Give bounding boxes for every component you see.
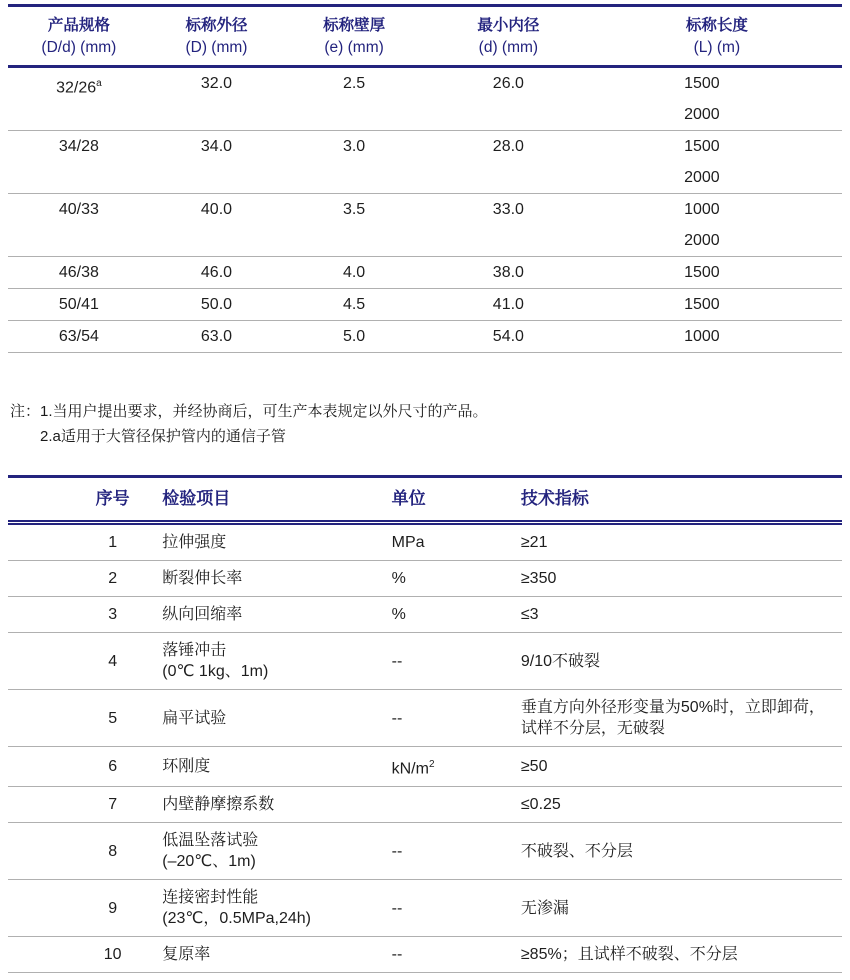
technical-spec-cell: 不破裂、不分层 [521, 823, 842, 880]
header-product-spec-line1: 产品规格 [47, 17, 110, 34]
inspection-row-6 [8, 747, 842, 787]
outer-diameter-cell: 46.0 [150, 257, 283, 289]
spec-cell: 50/41 [8, 289, 150, 321]
wall-thickness-cell: 5.0 [283, 321, 425, 353]
technical-spec-cell: ≤3 [521, 597, 842, 633]
dimension-header-row [8, 6, 842, 67]
item-name: 低温坠落试验 [162, 832, 259, 850]
serial-cell: 10 [8, 937, 162, 973]
inner-diameter-cell: 33.0 [425, 194, 592, 257]
header-inner-diameter-line2: (d) (mm) [478, 39, 539, 56]
spec-row-50-41 [8, 289, 842, 321]
technical-spec-cell: ≥21 [521, 523, 842, 561]
wall-thickness-cell: 4.5 [283, 289, 425, 321]
spec-row-46-38 [8, 257, 842, 289]
unit-superscript: 2 [428, 759, 435, 770]
outer-diameter-cell: 63.0 [150, 321, 283, 353]
length-option-1: 1500 [684, 296, 720, 313]
item-name: 连接密封性能 [162, 889, 259, 907]
inner-diameter-cell: 26.0 [425, 67, 592, 131]
unit-cell: -- [392, 937, 521, 973]
serial-cell: 7 [8, 787, 162, 823]
pipe-dimension-table [8, 4, 842, 353]
serial-cell: 9 [8, 880, 162, 937]
header-nominal-length-line1: 标称长度 [685, 17, 748, 34]
serial-cell: 6 [8, 747, 162, 787]
wall-thickness-cell: 3.5 [283, 194, 425, 257]
unit-cell: -- [392, 690, 521, 747]
length-option-1: 1000 [684, 328, 720, 345]
table-notes [10, 399, 842, 449]
unit-cell: -- [392, 633, 521, 690]
outer-diameter-cell: 32.0 [150, 67, 283, 131]
wall-thickness-cell: 2.5 [283, 67, 425, 131]
item-cell [162, 633, 391, 690]
serial-cell: 2 [8, 561, 162, 597]
serial-cell: 8 [8, 823, 162, 880]
serial-cell: 3 [8, 597, 162, 633]
length-cell [592, 257, 842, 289]
item-condition: (23℃，0.5MPa,24h) [162, 910, 311, 928]
header-technical-spec: 技术指标 [521, 477, 842, 523]
item-cell: 复原率 [162, 937, 391, 973]
note-item-2: 2.a适用于大管径保护管内的通信子管 [40, 428, 286, 445]
header-outer-diameter-line1: 标称外径 [185, 17, 248, 34]
inner-diameter-cell: 28.0 [425, 131, 592, 194]
unit-cell: -- [392, 823, 521, 880]
inner-diameter-cell: 41.0 [425, 289, 592, 321]
technical-spec-cell: ≤0.25 [521, 787, 842, 823]
item-condition: (0℃ 1kg、1m) [162, 663, 269, 680]
outer-diameter-cell: 34.0 [150, 131, 283, 194]
inspection-criteria-table [8, 475, 842, 973]
technical-spec-cell: ≥85%；且试样不破裂、不分层 [521, 937, 842, 973]
serial-cell: 5 [8, 690, 162, 747]
spec-row-34-28 [8, 131, 842, 194]
spec-cell: 40/33 [8, 194, 150, 257]
serial-cell: 1 [8, 523, 162, 561]
inspection-row-10 [8, 937, 842, 973]
item-cell: 断裂伸长率 [162, 561, 391, 597]
note-item-1: 1.当用户提出要求，并经协商后，可生产本表规定以外尺寸的产品。 [40, 403, 488, 420]
item-cell: 纵向回缩率 [162, 597, 391, 633]
length-option-1: 1500 [684, 138, 720, 155]
header-outer-diameter [150, 6, 283, 67]
header-wall-thickness-line2: (e) (mm) [324, 39, 384, 56]
technical-spec-cell: ≥50 [521, 747, 842, 787]
inspection-row-8 [8, 823, 842, 880]
header-inner-diameter [425, 6, 592, 67]
spec-cell: 32/26$^a$ [8, 67, 150, 131]
inner-diameter-cell: 38.0 [425, 257, 592, 289]
item-cell: 内壁静摩擦系数 [162, 787, 391, 823]
header-product-spec-line2: (D/d) (mm) [41, 39, 117, 56]
item-name: 落锤冲击 [162, 642, 227, 659]
header-outer-diameter-line2: (D) (mm) [185, 39, 248, 56]
header-unit: 单位 [392, 477, 521, 523]
item-cell [162, 823, 391, 880]
unit-cell [392, 787, 521, 823]
inspection-row-9 [8, 880, 842, 937]
header-inner-diameter-line1: 最小内径 [477, 17, 540, 34]
spec-superscript: a [96, 78, 102, 89]
item-cell: 环刚度 [162, 747, 391, 787]
spec-row-63-54 [8, 321, 842, 353]
length-cell [592, 131, 842, 194]
inner-diameter-cell: 54.0 [425, 321, 592, 353]
item-cell: 拉伸强度 [162, 523, 391, 561]
spec-cell: 46/38 [8, 257, 150, 289]
unit-cell: % [392, 597, 521, 633]
spec-row-40-33 [8, 194, 842, 257]
inspection-row-7 [8, 787, 842, 823]
header-nominal-length [592, 6, 842, 67]
length-option-2: 2000 [684, 232, 720, 249]
length-cell [592, 67, 842, 131]
unit-cell: % [392, 561, 521, 597]
spec-row-32-26 [8, 67, 842, 131]
inspection-row-5 [8, 690, 842, 747]
outer-diameter-cell: 40.0 [150, 194, 283, 257]
serial-cell: 4 [8, 633, 162, 690]
wall-thickness-cell: 4.0 [283, 257, 425, 289]
spec-cell: 34/28 [8, 131, 150, 194]
length-option-2: 2000 [684, 106, 720, 123]
inspection-header-row [8, 477, 842, 523]
technical-spec-cell: 无渗漏 [521, 880, 842, 937]
spec-cell: 63/54 [8, 321, 150, 353]
header-inspection-item: 检验项目 [162, 477, 391, 523]
inspection-row-3 [8, 597, 842, 633]
unit-cell: $kN/m^2$ [392, 747, 521, 787]
notes-list [40, 399, 488, 449]
item-cell [162, 880, 391, 937]
technical-spec-cell: ≥350 [521, 561, 842, 597]
inspection-row-1 [8, 523, 842, 561]
unit-cell: -- [392, 880, 521, 937]
unit-cell: MPa [392, 523, 521, 561]
length-option-1: 1000 [684, 201, 720, 218]
notes-label: 注： [10, 403, 41, 420]
item-condition: (–20℃、1m) [162, 853, 256, 871]
technical-spec-cell: 垂直方向外径形变量为50%时，立即卸荷，试样不分层，无破裂 [521, 690, 842, 747]
length-option-1: 1500 [684, 75, 720, 92]
header-product-spec [8, 6, 150, 67]
length-option-2: 2000 [684, 169, 720, 186]
inspection-row-2 [8, 561, 842, 597]
length-cell [592, 289, 842, 321]
header-wall-thickness-line1: 标称壁厚 [323, 17, 386, 34]
length-option-1: 1500 [684, 264, 720, 281]
length-cell [592, 321, 842, 353]
length-cell [592, 194, 842, 257]
item-cell: 扁平试验 [162, 690, 391, 747]
technical-spec-cell: 9/10不破裂 [521, 633, 842, 690]
inspection-row-4 [8, 633, 842, 690]
header-wall-thickness [283, 6, 425, 67]
header-serial-number: 序号 [8, 477, 162, 523]
outer-diameter-cell: 50.0 [150, 289, 283, 321]
wall-thickness-cell: 3.0 [283, 131, 425, 194]
header-nominal-length-line2: (L) (m) [693, 39, 741, 56]
